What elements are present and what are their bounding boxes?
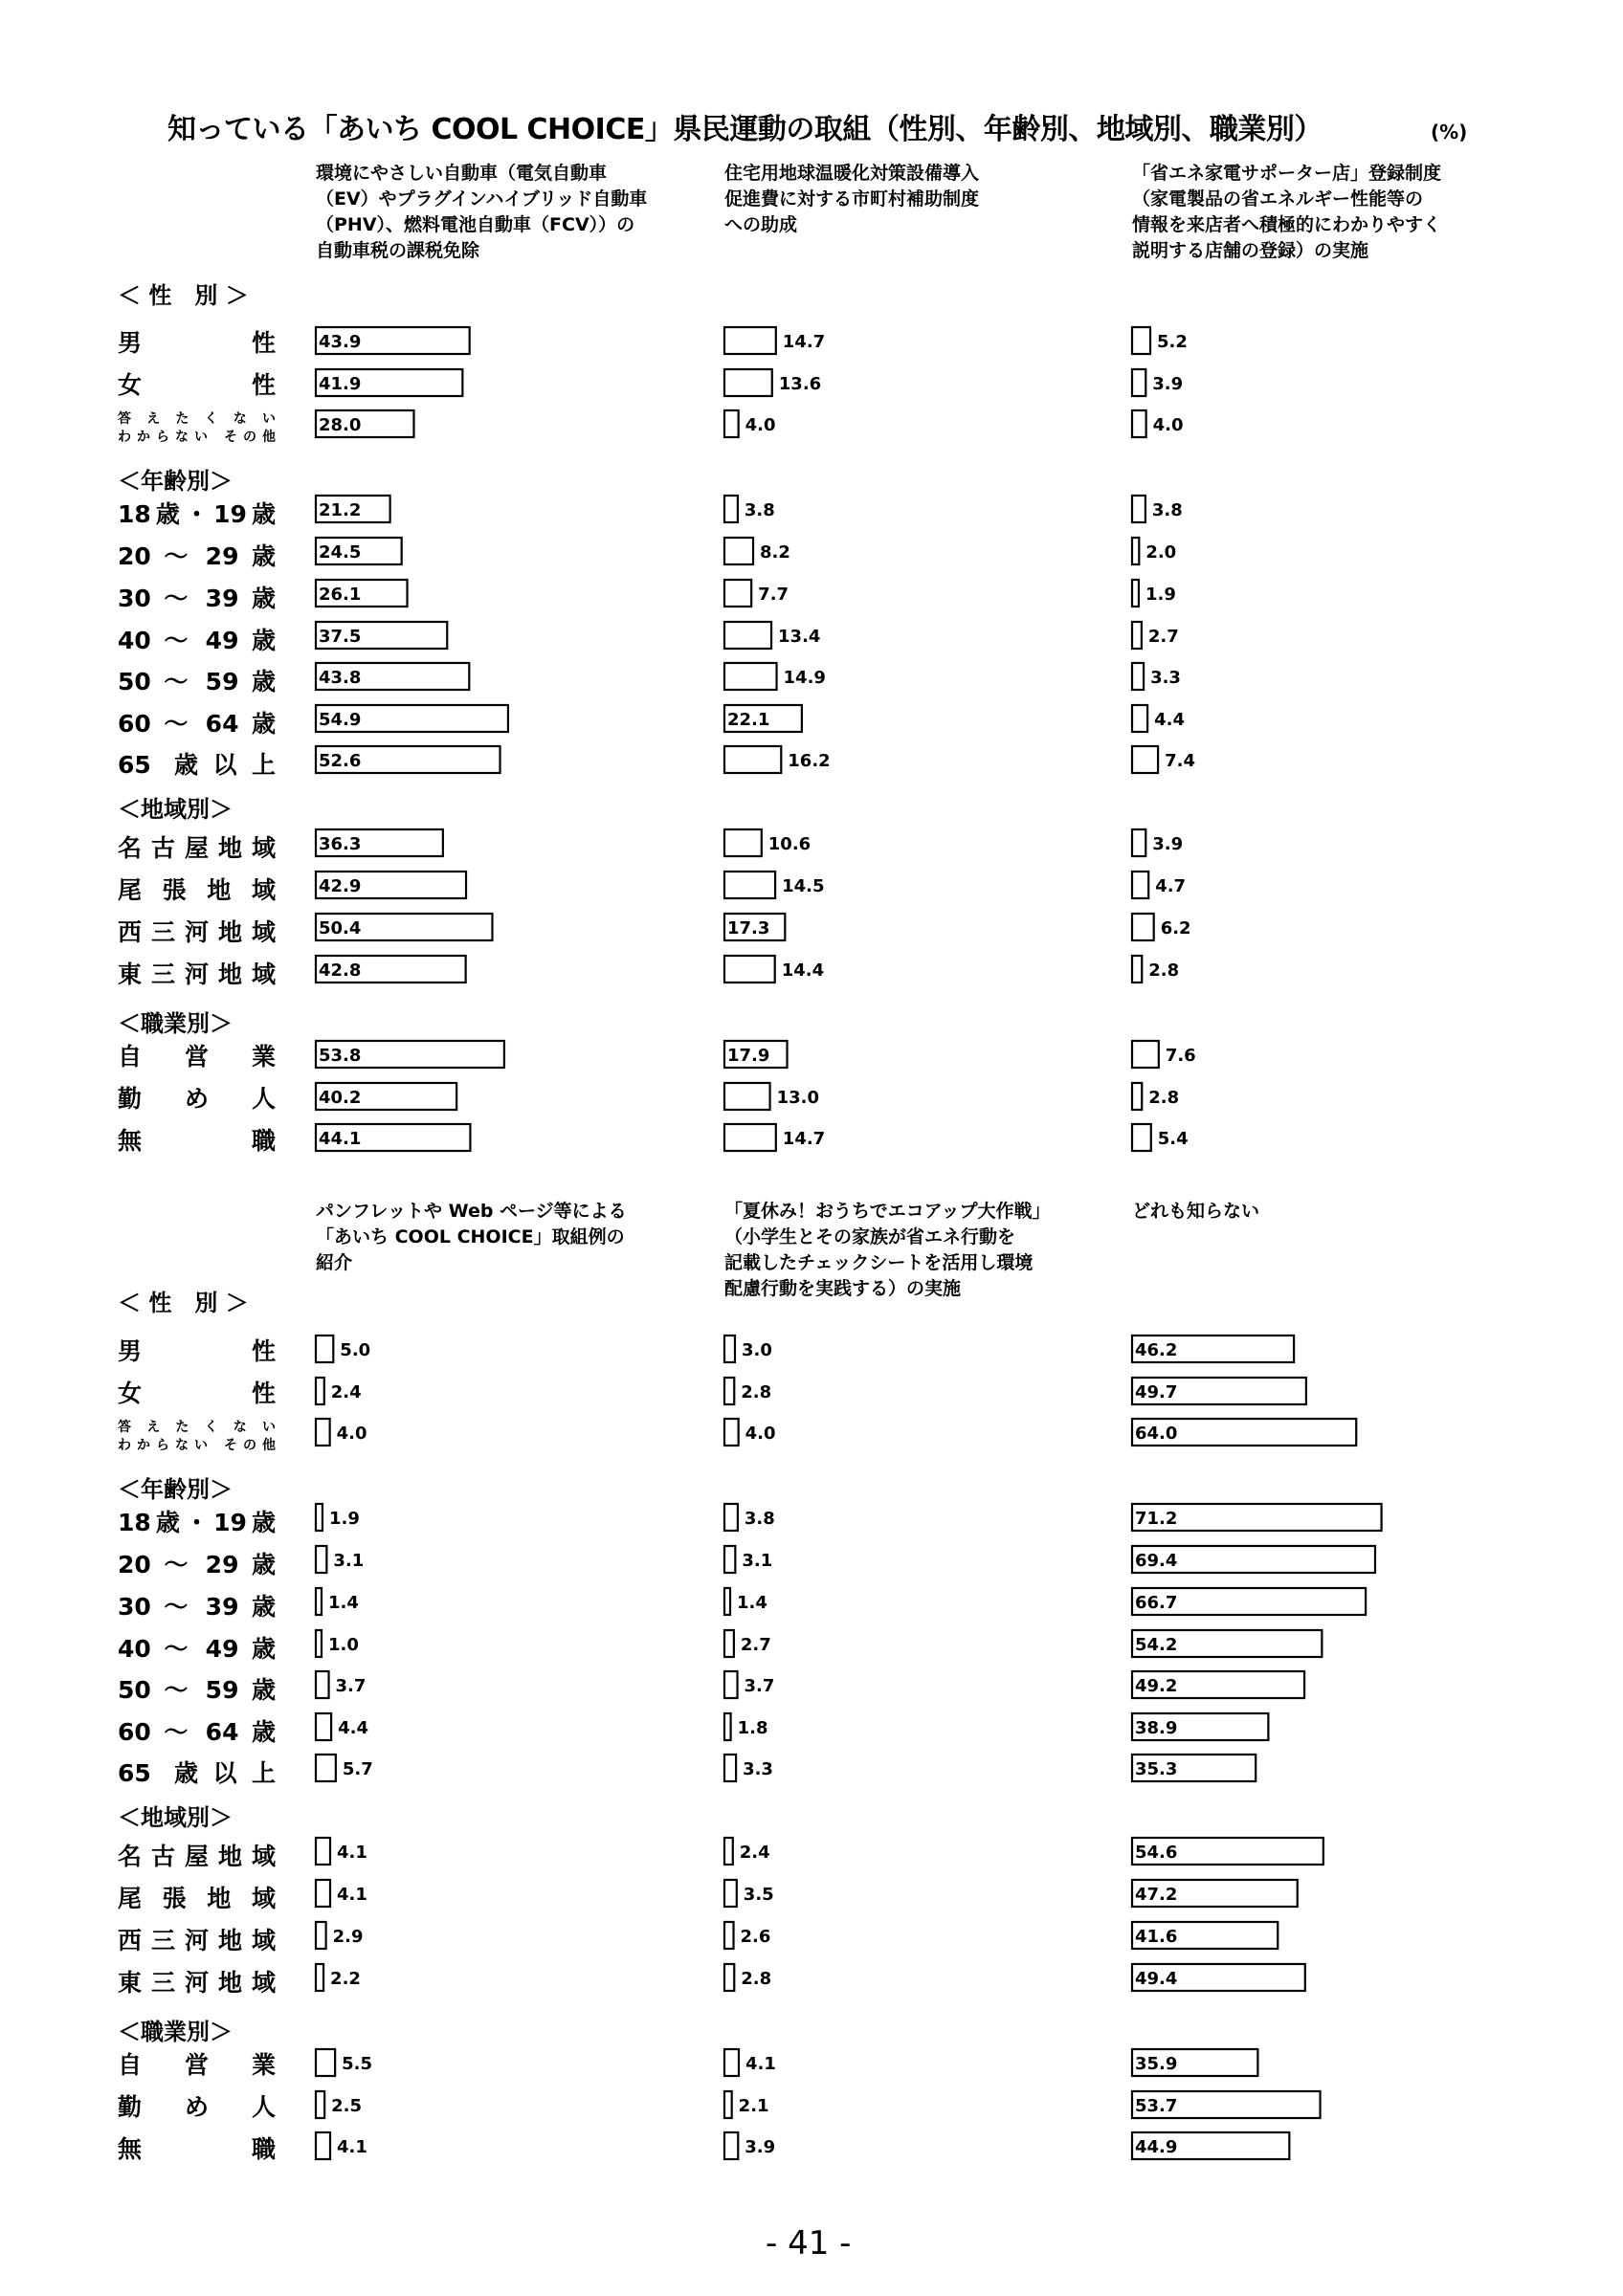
bar-s4-r14 — [724, 2049, 739, 2076]
row-label-female: 女 性 — [118, 371, 276, 399]
value-label-s0-r7: 43.8 — [319, 668, 362, 688]
value-label-s1-r6: 13.4 — [778, 627, 821, 647]
section-header-occupation: ＜職業別＞ — [118, 1010, 233, 1037]
value-label-s4-r6: 2.7 — [740, 1635, 771, 1655]
bar-s3-r11 — [316, 1880, 330, 1907]
row-label-age-50-59-2: 50 ～ 59 歳 — [118, 1676, 276, 1704]
row-label-higashimikawa: 東三河地域 — [118, 960, 276, 988]
row-label-unemployed-2: 無 職 — [118, 2135, 276, 2163]
value-label-s0-r12: 50.4 — [319, 918, 362, 938]
row-label-nagoya-2: 名古屋地域 — [118, 1843, 276, 1870]
row-label-unemployed: 無 職 — [118, 1127, 276, 1155]
value-label-s0-r5: 26.1 — [319, 585, 362, 605]
value-label-s4-r2: 4.0 — [745, 1424, 776, 1444]
bar-s2-r14 — [1132, 1041, 1159, 1068]
value-label-s1-r4: 8.2 — [760, 542, 790, 563]
row-label-age-65-plus: 65 歳以上 — [118, 751, 276, 779]
value-label-s4-r11: 3.5 — [743, 1885, 774, 1905]
bar-s1-r10 — [724, 829, 762, 856]
value-label-s3-r1: 2.4 — [330, 1382, 362, 1402]
value-label-s3-r14: 5.5 — [342, 2054, 373, 2074]
section-header-age-2: ＜年齢別＞ — [118, 1476, 233, 1503]
bar-s2-r4 — [1132, 538, 1139, 564]
row-label-age-18-19: 18歳・19歳 — [118, 500, 276, 528]
page-title: 知っている「あいち COOL CHOICE」県民運動の取組（性別、年齢別、地域別、職業別） — [167, 113, 1323, 146]
row-label-male: 男 性 — [118, 329, 276, 357]
value-label-s2-r11: 4.7 — [1155, 876, 1187, 896]
bar-s3-r16 — [316, 2132, 330, 2159]
bar-s1-r11 — [724, 872, 775, 898]
value-label-s5-r7: 49.2 — [1135, 1676, 1178, 1696]
value-label-s1-r16: 14.7 — [782, 1129, 826, 1149]
value-label-s2-r15: 2.8 — [1148, 1088, 1180, 1108]
value-label-s4-r14: 4.1 — [745, 2054, 776, 2074]
bar-s1-r0 — [724, 327, 776, 354]
bar-s2-r16 — [1132, 1124, 1151, 1151]
row-label-age-40-49-2: 40 ～ 49 歳 — [118, 1635, 276, 1663]
value-label-s2-r12: 6.2 — [1160, 918, 1191, 938]
value-label-s1-r3: 3.8 — [744, 500, 775, 520]
value-label-s0-r0: 43.9 — [319, 332, 362, 352]
column-header-none-known: どれも知らない — [1132, 1201, 1260, 1222]
bar-s4-r2 — [724, 1419, 739, 1446]
bar-s4-r11 — [724, 1880, 737, 1907]
bar-s1-r7 — [724, 663, 777, 690]
value-label-s4-r4: 3.1 — [742, 1551, 773, 1571]
value-label-s2-r2: 4.0 — [1152, 415, 1184, 435]
row-label-age-20-29-2: 20 ～ 29 歳 — [118, 1551, 276, 1578]
bar-s4-r9 — [724, 1755, 736, 1781]
row-label-age-18-19-2: 18歳・19歳 — [118, 1509, 276, 1536]
row-label-nagoya: 名古屋地域 — [118, 834, 276, 862]
row-label-owari-2: 尾張地域 — [118, 1885, 276, 1912]
value-label-s2-r14: 7.6 — [1165, 1046, 1196, 1066]
bar-s2-r13 — [1132, 956, 1142, 982]
row-label-male-2: 男 性 — [118, 1337, 276, 1365]
row-label-age-60-64: 60 ～ 64 歳 — [118, 710, 276, 738]
value-label-s5-r11: 47.2 — [1135, 1885, 1178, 1905]
section-header-gender: ＜ 性 別 ＞ — [118, 282, 249, 309]
bar-s3-r4 — [316, 1546, 326, 1573]
row-label-employed-2: 勤め人 — [118, 2093, 276, 2121]
value-label-s0-r13: 42.8 — [319, 960, 362, 981]
row-label-female-2: 女 性 — [118, 1380, 276, 1407]
value-label-s0-r2: 28.0 — [319, 415, 362, 435]
value-label-s1-r1: 13.6 — [778, 374, 822, 394]
bar-s3-r2 — [316, 1419, 330, 1446]
value-label-s0-r3: 21.2 — [319, 500, 362, 520]
value-label-s1-r7: 14.9 — [783, 668, 826, 688]
value-label-s3-r13: 2.2 — [330, 1969, 361, 1989]
value-label-s0-r8: 54.9 — [319, 710, 362, 730]
row-label-nishimikawa: 西三河地域 — [118, 918, 276, 946]
row-label-higashimikawa-2: 東三河地域 — [118, 1969, 276, 1997]
value-label-s2-r7: 3.3 — [1150, 668, 1181, 688]
bar-s2-r10 — [1132, 829, 1145, 856]
bar-s3-r14 — [316, 2049, 335, 2076]
value-label-s2-r4: 2.0 — [1145, 542, 1177, 563]
value-label-s3-r11: 4.1 — [337, 1885, 367, 1905]
bar-s3-r9 — [316, 1755, 336, 1781]
value-label-s5-r8: 38.9 — [1135, 1718, 1178, 1738]
value-label-s2-r5: 1.9 — [1145, 585, 1176, 605]
bar-s2-r2 — [1132, 410, 1146, 437]
value-label-s4-r15: 2.1 — [738, 2096, 769, 2116]
bar-s3-r6 — [316, 1630, 322, 1657]
value-label-s1-r10: 10.6 — [767, 834, 812, 854]
row-label-other-2-line1: 答えたくない — [118, 1420, 276, 1435]
row-label-age-65-plus-2: 65 歳以上 — [118, 1759, 276, 1787]
bar-s2-r1 — [1132, 369, 1145, 396]
bar-s1-r1 — [724, 369, 772, 396]
value-label-s2-r0: 5.2 — [1157, 332, 1188, 352]
value-label-s5-r9: 35.3 — [1135, 1759, 1178, 1779]
bar-s1-r6 — [724, 622, 771, 649]
bar-s4-r1 — [724, 1378, 734, 1404]
value-label-s2-r10: 3.9 — [1152, 834, 1184, 854]
row-label-age-30-39-2: 30 ～ 39 歳 — [118, 1593, 276, 1621]
bar-s4-r3 — [724, 1504, 738, 1531]
value-label-s4-r5: 1.4 — [737, 1593, 767, 1613]
value-label-s0-r6: 37.5 — [319, 627, 362, 647]
bar-s3-r15 — [316, 2091, 324, 2118]
value-label-s1-r9: 16.2 — [788, 751, 831, 771]
value-label-s4-r7: 3.7 — [744, 1676, 775, 1696]
row-label-owari: 尾張地域 — [118, 876, 276, 904]
bar-s3-r8 — [316, 1713, 331, 1740]
bar-s4-r16 — [724, 2132, 738, 2159]
bar-s1-r5 — [724, 580, 751, 607]
bar-s2-r6 — [1132, 622, 1142, 649]
value-label-s3-r8: 4.4 — [338, 1718, 368, 1738]
value-label-s5-r2: 64.0 — [1135, 1424, 1178, 1444]
row-label-other-line1: 答えたくない — [118, 411, 276, 427]
bar-s4-r15 — [724, 2091, 732, 2118]
value-label-s2-r6: 2.7 — [1147, 627, 1179, 647]
value-label-s5-r12: 41.6 — [1135, 1927, 1178, 1947]
value-label-s1-r8: 22.1 — [727, 710, 770, 730]
value-label-s3-r12: 2.9 — [332, 1927, 364, 1947]
value-label-s0-r4: 24.5 — [319, 542, 362, 563]
value-label-s3-r7: 3.7 — [335, 1676, 367, 1696]
value-label-s3-r3: 1.9 — [328, 1509, 360, 1529]
value-label-s5-r1: 49.7 — [1135, 1382, 1178, 1402]
bar-s1-r15 — [724, 1083, 770, 1110]
value-label-s1-r0: 14.7 — [782, 332, 826, 352]
value-label-s1-r15: 13.0 — [776, 1088, 820, 1108]
bar-s2-r9 — [1132, 746, 1158, 773]
value-label-s3-r6: 1.0 — [328, 1635, 359, 1655]
value-label-s5-r6: 54.2 — [1135, 1635, 1178, 1655]
bar-s3-r1 — [316, 1378, 324, 1404]
bar-s4-r12 — [724, 1922, 734, 1949]
row-label-other-line2: わからない その他 — [118, 430, 276, 445]
bar-s1-r16 — [724, 1124, 776, 1151]
value-label-s5-r15: 53.7 — [1135, 2096, 1178, 2116]
value-label-s3-r10: 4.1 — [337, 1843, 367, 1863]
bar-s3-r5 — [316, 1588, 322, 1615]
section-header-age: ＜年齢別＞ — [118, 468, 233, 495]
bar-s4-r7 — [724, 1671, 738, 1698]
value-label-s0-r10: 36.3 — [319, 834, 362, 854]
bar-s3-r3 — [316, 1504, 322, 1531]
value-label-s1-r5: 7.7 — [758, 585, 789, 605]
bar-s4-r4 — [724, 1546, 735, 1573]
row-label-age-60-64-2: 60 ～ 64 歳 — [118, 1718, 276, 1746]
value-label-s1-r12: 17.3 — [727, 918, 770, 938]
bar-s3-r0 — [316, 1336, 333, 1362]
bar-s2-r12 — [1132, 914, 1154, 940]
bar-s1-r2 — [724, 410, 739, 437]
bar-s4-r6 — [724, 1630, 734, 1657]
value-label-s2-r16: 5.4 — [1157, 1129, 1189, 1149]
value-label-s5-r5: 66.7 — [1135, 1593, 1178, 1613]
bar-s2-r0 — [1132, 327, 1150, 354]
value-label-s4-r13: 2.8 — [741, 1969, 772, 1989]
bar-s2-r3 — [1132, 496, 1145, 522]
unit-label: (%) — [1431, 121, 1468, 144]
bar-s1-r4 — [724, 538, 753, 564]
value-label-s2-r13: 2.8 — [1148, 960, 1180, 981]
value-label-s5-r13: 49.4 — [1135, 1969, 1178, 1989]
column-header-summer-eco: 「夏休み！おうちでエコアップ大作戦」 （小学生とその家族が省エネ行動を 記載したチェックシートを活用し環境 配慮行動を実践する）の実施 — [724, 1201, 1051, 1299]
bar-s4-r5 — [724, 1588, 730, 1615]
value-label-s4-r1: 2.8 — [741, 1382, 772, 1402]
value-label-s3-r15: 2.5 — [331, 2096, 363, 2116]
bar-s4-r0 — [724, 1336, 735, 1362]
bar-s3-r12 — [316, 1922, 326, 1949]
value-label-s4-r0: 3.0 — [741, 1340, 772, 1360]
row-label-employed: 勤め人 — [118, 1085, 276, 1113]
column-header-appliance-store: 「省エネ家電サポーター店」登録制度 （家電製品の省エネルギー性能等の 情報を来店者へ積極的にわかりやすく 説明する店舗の登録）の実施 — [1132, 163, 1442, 261]
row-label-age-30-39: 30 ～ 39 歳 — [118, 585, 276, 612]
value-label-s5-r3: 71.2 — [1135, 1509, 1178, 1529]
row-label-other-2-line2: わからない その他 — [118, 1438, 276, 1453]
bar-s3-r10 — [316, 1838, 330, 1865]
bar-s4-r13 — [724, 1964, 734, 1991]
value-label-s1-r14: 17.9 — [727, 1046, 770, 1066]
column-header-pamphlet: パンフレットや Web ページ等による 「あいち COOL CHOICE」取組例の 紹介 — [316, 1201, 627, 1273]
page-number: - 41 - — [766, 2224, 852, 2263]
column-header-housing-subsidy: 住宅用地球温暖化対策設備導入 促進費に対する市町村補助制度 への助成 — [724, 163, 980, 235]
bar-s2-r11 — [1132, 872, 1148, 898]
value-label-s0-r1: 41.9 — [319, 374, 362, 394]
value-label-s5-r0: 46.2 — [1135, 1340, 1178, 1360]
row-label-self-employed-2: 自営業 — [118, 2051, 276, 2079]
value-label-s3-r16: 4.1 — [337, 2137, 367, 2157]
value-label-s2-r1: 3.9 — [1152, 374, 1184, 394]
value-label-s3-r2: 4.0 — [336, 1424, 367, 1444]
value-label-s4-r3: 3.8 — [744, 1509, 775, 1529]
section-header-gender-2: ＜ 性 別 ＞ — [118, 1290, 249, 1316]
section-header-occupation-2: ＜職業別＞ — [118, 2019, 233, 2045]
bar-s2-r8 — [1132, 705, 1147, 732]
value-label-s1-r13: 14.4 — [781, 960, 825, 981]
value-label-s4-r16: 3.9 — [745, 2137, 776, 2157]
bar-s1-r9 — [724, 746, 781, 773]
value-label-s5-r10: 54.6 — [1135, 1843, 1178, 1863]
value-label-s0-r9: 52.6 — [319, 751, 362, 771]
value-label-s3-r4: 3.1 — [333, 1551, 365, 1571]
value-label-s3-r9: 5.7 — [342, 1759, 373, 1779]
value-label-s4-r8: 1.8 — [737, 1718, 768, 1738]
value-label-s2-r8: 4.4 — [1154, 710, 1185, 730]
value-label-s2-r3: 3.8 — [1151, 500, 1183, 520]
bar-s4-r10 — [724, 1838, 733, 1865]
section-header-region-2: ＜地域別＞ — [118, 1804, 233, 1831]
bar-s3-r13 — [316, 1964, 323, 1991]
bar-s1-r3 — [724, 496, 738, 522]
row-label-age-20-29: 20 ～ 29 歳 — [118, 542, 276, 570]
value-label-s0-r15: 40.2 — [319, 1088, 362, 1108]
row-label-age-40-49: 40 ～ 49 歳 — [118, 627, 276, 654]
row-label-self-employed: 自営業 — [118, 1043, 276, 1071]
row-label-age-50-59: 50 ～ 59 歳 — [118, 668, 276, 695]
bar-s2-r15 — [1132, 1083, 1142, 1110]
section-header-region: ＜地域別＞ — [118, 796, 233, 823]
value-label-s4-r10: 2.4 — [739, 1843, 770, 1863]
bar-s2-r5 — [1132, 580, 1139, 607]
value-label-s3-r5: 1.4 — [328, 1593, 359, 1613]
value-label-s5-r16: 44.9 — [1135, 2137, 1178, 2157]
row-label-nishimikawa-2: 西三河地域 — [118, 1927, 276, 1954]
value-label-s4-r9: 3.3 — [743, 1759, 773, 1779]
bar-s3-r7 — [316, 1671, 329, 1698]
value-label-s1-r2: 4.0 — [745, 415, 776, 435]
column-header-ev-tax: 環境にやさしい自動車（電気自動車 （EV）やプラグインハイブリッド自動車 （PHV）、燃料電池自動車（FCV））の 自動車税の課税免除 — [316, 163, 648, 261]
bar-s2-r7 — [1132, 663, 1144, 690]
value-label-s1-r11: 14.5 — [782, 876, 825, 896]
value-label-s3-r0: 5.0 — [340, 1340, 371, 1360]
value-label-s0-r11: 42.9 — [319, 876, 362, 896]
value-label-s4-r12: 2.6 — [740, 1927, 771, 1947]
value-label-s5-r14: 35.9 — [1135, 2054, 1178, 2074]
value-label-s5-r4: 69.4 — [1135, 1551, 1178, 1571]
value-label-s0-r16: 44.1 — [319, 1129, 362, 1149]
bar-s1-r13 — [724, 956, 775, 982]
bar-s4-r8 — [724, 1713, 731, 1740]
value-label-s0-r14: 53.8 — [319, 1046, 362, 1066]
value-label-s2-r9: 7.4 — [1165, 751, 1195, 771]
